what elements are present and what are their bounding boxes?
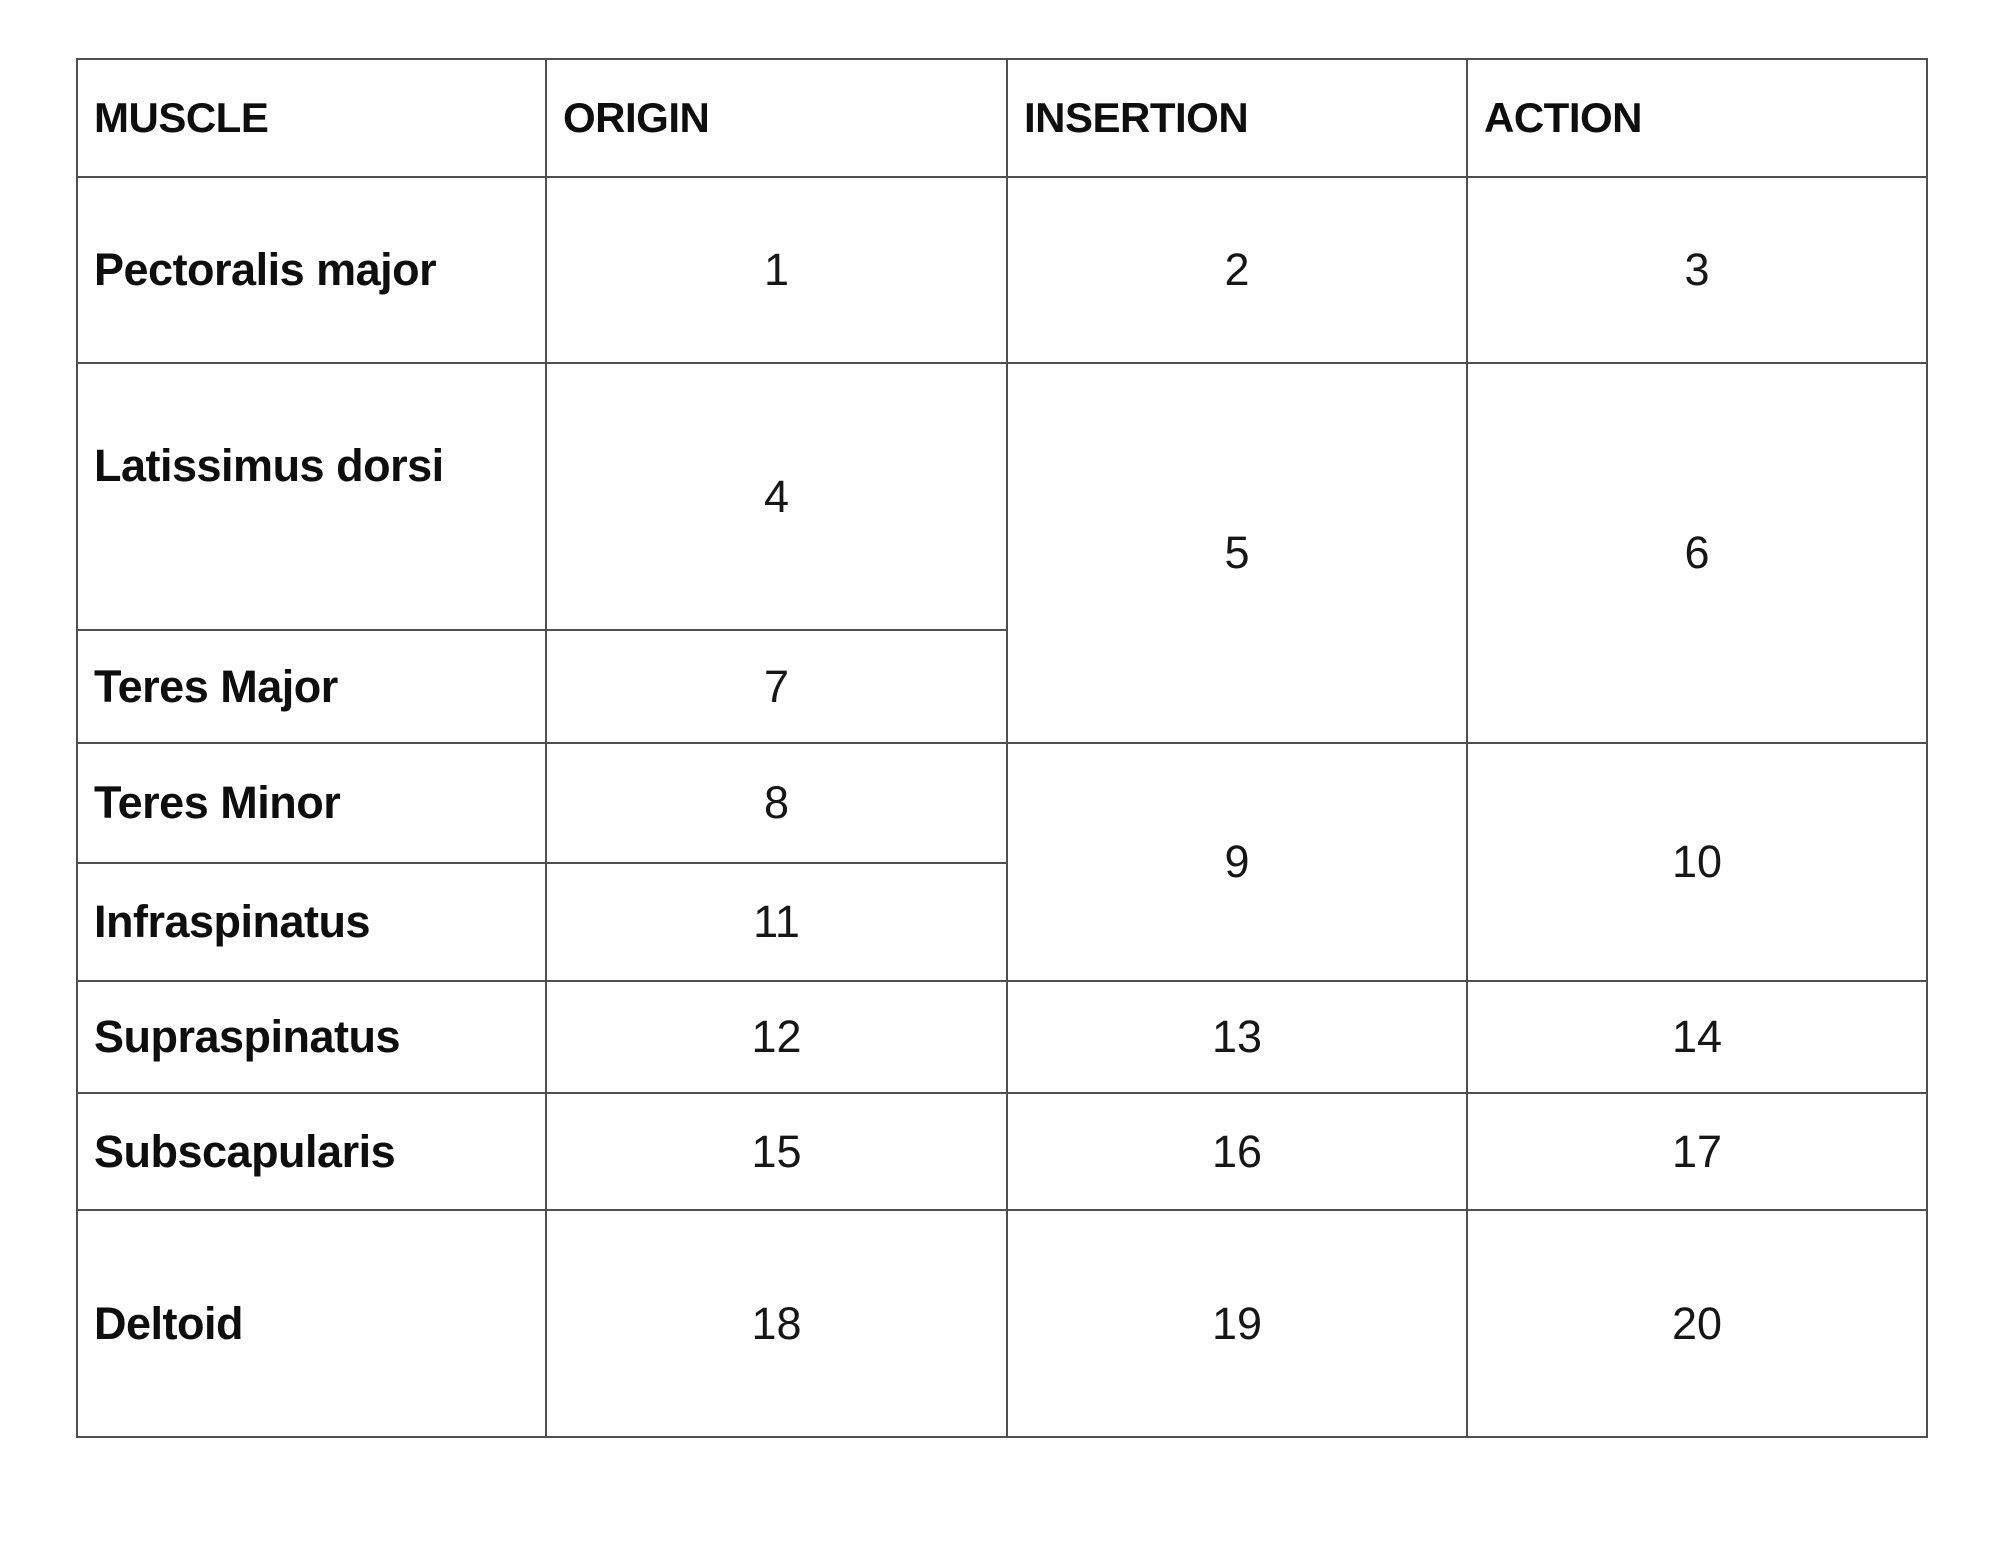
- muscle-anatomy-table: [76, 58, 1928, 1438]
- header-muscle: MUSCLE: [77, 59, 546, 177]
- cell-origin-latissimus-dorsi: 4: [546, 363, 1007, 630]
- cell-action-teres-minor-infraspinatus-merged: 10: [1467, 743, 1927, 981]
- cell-muscle-latissimus-dorsi: Latissimus dorsi: [77, 363, 546, 630]
- cell-action-supraspinatus: 14: [1467, 981, 1927, 1093]
- cell-insertion-supraspinatus: 13: [1007, 981, 1467, 1093]
- table-row: [77, 177, 1927, 363]
- header-insertion: INSERTION: [1007, 59, 1467, 177]
- table-row: [77, 363, 1927, 630]
- cell-muscle-teres-minor: Teres Minor: [77, 743, 546, 863]
- table-row: [77, 743, 1927, 863]
- cell-muscle-teres-major: Teres Major: [77, 630, 546, 743]
- cell-origin-pectoralis-major: 1: [546, 177, 1007, 363]
- cell-action-pectoralis-major: 3: [1467, 177, 1927, 363]
- cell-muscle-subscapularis: Subscapularis: [77, 1093, 546, 1210]
- table-row: [77, 1093, 1927, 1210]
- cell-muscle-supraspinatus: Supraspinatus: [77, 981, 546, 1093]
- table-row: [77, 1210, 1927, 1437]
- cell-action-subscapularis: 17: [1467, 1093, 1927, 1210]
- cell-action-deltoid: 20: [1467, 1210, 1927, 1437]
- cell-action-latissimus-teres-major-merged: 6: [1467, 363, 1927, 743]
- cell-insertion-deltoid: 19: [1007, 1210, 1467, 1437]
- cell-origin-teres-minor: 8: [546, 743, 1007, 863]
- table-row: [77, 981, 1927, 1093]
- cell-insertion-subscapularis: 16: [1007, 1093, 1467, 1210]
- header-action: ACTION: [1467, 59, 1927, 177]
- cell-insertion-teres-minor-infraspinatus-merged: 9: [1007, 743, 1467, 981]
- table-header-row: [77, 59, 1927, 177]
- cell-insertion-latissimus-teres-major-merged: 5: [1007, 363, 1467, 743]
- cell-origin-subscapularis: 15: [546, 1093, 1007, 1210]
- cell-origin-teres-major: 7: [546, 630, 1007, 743]
- cell-muscle-pectoralis-major: Pectoralis major: [77, 177, 546, 363]
- cell-origin-infraspinatus: 11: [546, 863, 1007, 981]
- cell-origin-supraspinatus: 12: [546, 981, 1007, 1093]
- cell-muscle-infraspinatus: Infraspinatus: [77, 863, 546, 981]
- header-origin: ORIGIN: [546, 59, 1007, 177]
- cell-muscle-deltoid: Deltoid: [77, 1210, 546, 1437]
- cell-origin-deltoid: 18: [546, 1210, 1007, 1437]
- cell-insertion-pectoralis-major: 2: [1007, 177, 1467, 363]
